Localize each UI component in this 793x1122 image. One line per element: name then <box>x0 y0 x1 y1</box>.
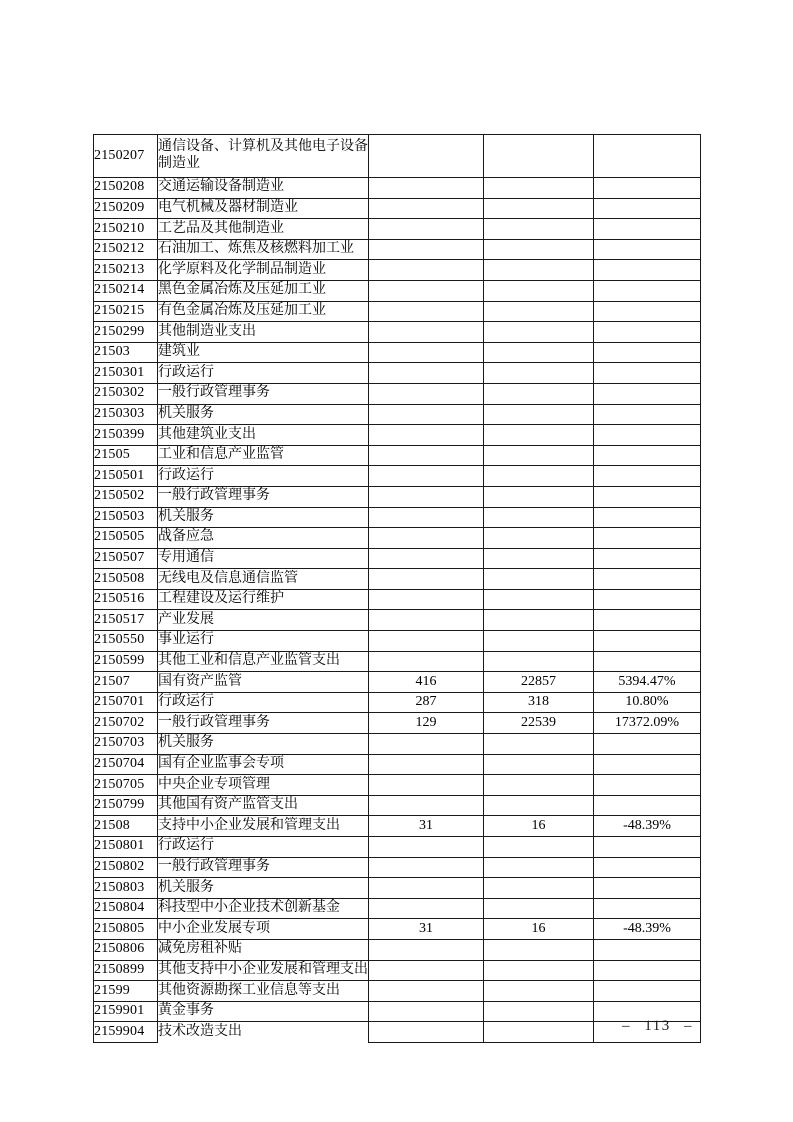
cell-code: 2150501 <box>94 466 158 487</box>
cell-code: 2150207 <box>94 135 158 178</box>
cell-name: 其他支持中小企业发展和管理支出 <box>158 960 369 981</box>
cell-name: 行政运行 <box>158 692 369 713</box>
cell-code: 2150214 <box>94 280 158 301</box>
cell-value-1 <box>369 198 484 219</box>
cell-value-1 <box>369 651 484 672</box>
cell-value-3 <box>594 589 701 610</box>
cell-value-3 <box>594 404 701 425</box>
cell-value-2: 16 <box>484 816 594 837</box>
cell-value-1 <box>369 631 484 652</box>
cell-value-2 <box>484 135 594 178</box>
cell-value-3 <box>594 754 701 775</box>
cell-name: 支持中小企业发展和管理支出 <box>158 816 369 837</box>
cell-code: 2150899 <box>94 960 158 981</box>
cell-name: 行政运行 <box>158 363 369 384</box>
table-row <box>94 363 701 384</box>
cell-code: 2150806 <box>94 939 158 960</box>
cell-value-2 <box>484 507 594 528</box>
cell-value-1 <box>369 754 484 775</box>
cell-value-2: 318 <box>484 692 594 713</box>
cell-value-1 <box>369 898 484 919</box>
cell-code: 2150299 <box>94 322 158 343</box>
cell-value-1 <box>369 528 484 549</box>
cell-value-3: 17372.09% <box>594 713 701 734</box>
table-row <box>94 404 701 425</box>
table-row <box>94 1001 701 1022</box>
cell-code: 2150517 <box>94 610 158 631</box>
table-row <box>94 301 701 322</box>
table-row <box>94 466 701 487</box>
cell-value-3 <box>594 198 701 219</box>
cell-code: 2150599 <box>94 651 158 672</box>
table-row <box>94 898 701 919</box>
cell-code: 2150801 <box>94 837 158 858</box>
table-row <box>94 713 701 734</box>
cell-code: 2150507 <box>94 548 158 569</box>
cell-value-1 <box>369 239 484 260</box>
cell-name: 机关服务 <box>158 734 369 755</box>
cell-code: 2150799 <box>94 795 158 816</box>
cell-value-1: 129 <box>369 713 484 734</box>
cell-value-1 <box>369 589 484 610</box>
table-row <box>94 528 701 549</box>
cell-name: 科技型中小企业技术创新基金 <box>158 898 369 919</box>
cell-code: 2150804 <box>94 898 158 919</box>
cell-name: 国有企业监事会专项 <box>158 754 369 775</box>
cell-value-2 <box>484 342 594 363</box>
cell-value-3 <box>594 898 701 919</box>
cell-code: 2150701 <box>94 692 158 713</box>
table-row <box>94 198 701 219</box>
cell-value-1 <box>369 260 484 281</box>
cell-name: 产业发展 <box>158 610 369 631</box>
table-row <box>94 569 701 590</box>
cell-value-1 <box>369 1022 484 1043</box>
budget-table-body <box>94 135 701 1043</box>
table-row <box>94 919 701 940</box>
cell-code: 2150503 <box>94 507 158 528</box>
cell-value-3 <box>594 569 701 590</box>
cell-value-2 <box>484 280 594 301</box>
cell-code: 2150802 <box>94 857 158 878</box>
cell-value-3 <box>594 939 701 960</box>
cell-name: 机关服务 <box>158 878 369 899</box>
cell-value-3 <box>594 342 701 363</box>
cell-value-2 <box>484 383 594 404</box>
table-row <box>94 178 701 199</box>
cell-name: 减免房租补贴 <box>158 939 369 960</box>
cell-value-3 <box>594 857 701 878</box>
cell-value-2 <box>484 425 594 446</box>
table-row <box>94 589 701 610</box>
cell-name: 一般行政管理事务 <box>158 713 369 734</box>
cell-code: 2150705 <box>94 775 158 796</box>
cell-value-2 <box>484 445 594 466</box>
cell-value-2 <box>484 610 594 631</box>
cell-value-3 <box>594 260 701 281</box>
table-row <box>94 486 701 507</box>
cell-value-1 <box>369 135 484 178</box>
cell-name: 电气机械及器材制造业 <box>158 198 369 219</box>
cell-value-3 <box>594 734 701 755</box>
cell-code: 2159901 <box>94 1001 158 1022</box>
cell-value-3 <box>594 528 701 549</box>
cell-value-1: 31 <box>369 816 484 837</box>
cell-value-3 <box>594 219 701 240</box>
cell-name: 工艺品及其他制造业 <box>158 219 369 240</box>
cell-value-1 <box>369 342 484 363</box>
cell-value-2 <box>484 651 594 672</box>
cell-code: 2150508 <box>94 569 158 590</box>
cell-name: 交通运输设备制造业 <box>158 178 369 199</box>
cell-name: 其他资源勘探工业信息等支出 <box>158 981 369 1002</box>
cell-value-2 <box>484 960 594 981</box>
cell-name: 化学原料及化学制品制造业 <box>158 260 369 281</box>
cell-value-1 <box>369 939 484 960</box>
cell-value-1 <box>369 178 484 199</box>
cell-value-2 <box>484 754 594 775</box>
cell-name: 行政运行 <box>158 466 369 487</box>
cell-name: 其他制造业支出 <box>158 322 369 343</box>
cell-name: 建筑业 <box>158 342 369 363</box>
cell-value-3 <box>594 445 701 466</box>
cell-value-3 <box>594 775 701 796</box>
cell-value-3 <box>594 363 701 384</box>
cell-value-1 <box>369 363 484 384</box>
cell-name: 工业和信息产业监管 <box>158 445 369 466</box>
cell-value-1 <box>369 857 484 878</box>
table-row <box>94 775 701 796</box>
cell-value-2: 22539 <box>484 713 594 734</box>
cell-value-1 <box>369 466 484 487</box>
cell-code: 2150208 <box>94 178 158 199</box>
cell-value-3 <box>594 548 701 569</box>
table-row <box>94 631 701 652</box>
cell-value-1 <box>369 734 484 755</box>
table-row <box>94 672 701 693</box>
cell-value-3 <box>594 322 701 343</box>
cell-value-1: 416 <box>369 672 484 693</box>
cell-value-2 <box>484 548 594 569</box>
cell-value-1 <box>369 383 484 404</box>
cell-code: 2150502 <box>94 486 158 507</box>
cell-value-2 <box>484 898 594 919</box>
cell-value-3 <box>594 301 701 322</box>
cell-name: 专用通信 <box>158 548 369 569</box>
cell-value-1 <box>369 878 484 899</box>
cell-value-2 <box>484 301 594 322</box>
table-row <box>94 507 701 528</box>
cell-name: 行政运行 <box>158 837 369 858</box>
cell-name: 无线电及信息通信监管 <box>158 569 369 590</box>
cell-code: 2150213 <box>94 260 158 281</box>
cell-value-3 <box>594 651 701 672</box>
cell-value-3: -48.39% <box>594 816 701 837</box>
cell-name: 事业运行 <box>158 631 369 652</box>
table-row <box>94 322 701 343</box>
table-row <box>94 754 701 775</box>
table-row <box>94 219 701 240</box>
cell-value-3 <box>594 795 701 816</box>
cell-code: 21507 <box>94 672 158 693</box>
cell-value-1 <box>369 404 484 425</box>
cell-value-3 <box>594 178 701 199</box>
cell-value-3 <box>594 960 701 981</box>
table-row <box>94 795 701 816</box>
cell-value-2 <box>484 1001 594 1022</box>
cell-value-3 <box>594 280 701 301</box>
cell-value-1 <box>369 981 484 1002</box>
cell-value-1 <box>369 795 484 816</box>
cell-code: 2150516 <box>94 589 158 610</box>
cell-value-2: 16 <box>484 919 594 940</box>
cell-value-3: 5394.47% <box>594 672 701 693</box>
cell-value-1: 287 <box>369 692 484 713</box>
page-number: – 113 – <box>622 1018 693 1034</box>
cell-code: 2150210 <box>94 219 158 240</box>
table-row <box>94 383 701 404</box>
cell-name: 一般行政管理事务 <box>158 857 369 878</box>
table-row <box>94 445 701 466</box>
cell-value-2 <box>484 1022 594 1043</box>
table-row <box>94 280 701 301</box>
cell-code: 21599 <box>94 981 158 1002</box>
cell-code: 2150803 <box>94 878 158 899</box>
cell-value-2 <box>484 589 594 610</box>
cell-code: 2159904 <box>94 1022 158 1043</box>
cell-value-2 <box>484 219 594 240</box>
cell-value-2: 22857 <box>484 672 594 693</box>
cell-value-1 <box>369 507 484 528</box>
table-row <box>94 239 701 260</box>
cell-name: 有色金属冶炼及压延加工业 <box>158 301 369 322</box>
cell-value-1: 31 <box>369 919 484 940</box>
cell-value-2 <box>484 795 594 816</box>
table-row <box>94 981 701 1002</box>
table-row <box>94 425 701 446</box>
cell-value-2 <box>484 404 594 425</box>
cell-value-3: 10.80% <box>594 692 701 713</box>
table-row <box>94 135 701 178</box>
cell-value-2 <box>484 981 594 1002</box>
cell-value-3 <box>594 466 701 487</box>
cell-code: 2150212 <box>94 239 158 260</box>
cell-name: 机关服务 <box>158 404 369 425</box>
cell-value-1 <box>369 322 484 343</box>
table-row <box>94 960 701 981</box>
cell-name: 战备应急 <box>158 528 369 549</box>
table-row <box>94 651 701 672</box>
cell-value-3: -48.39% <box>594 919 701 940</box>
cell-value-1 <box>369 425 484 446</box>
cell-value-2 <box>484 260 594 281</box>
cell-code: 2150302 <box>94 383 158 404</box>
cell-value-1 <box>369 960 484 981</box>
cell-value-1 <box>369 1001 484 1022</box>
cell-value-1 <box>369 301 484 322</box>
cell-value-3 <box>594 383 701 404</box>
cell-value-2 <box>484 734 594 755</box>
cell-name: 机关服务 <box>158 507 369 528</box>
table-row <box>94 878 701 899</box>
cell-value-2 <box>484 775 594 796</box>
cell-value-2 <box>484 466 594 487</box>
cell-value-2 <box>484 528 594 549</box>
cell-value-2 <box>484 939 594 960</box>
cell-value-1 <box>369 569 484 590</box>
table-row <box>94 939 701 960</box>
cell-name: 中央企业专项管理 <box>158 775 369 796</box>
cell-code: 2150704 <box>94 754 158 775</box>
cell-value-2 <box>484 198 594 219</box>
table-row <box>94 734 701 755</box>
cell-code: 21503 <box>94 342 158 363</box>
cell-value-3 <box>594 981 701 1002</box>
cell-value-2 <box>484 178 594 199</box>
cell-value-1 <box>369 486 484 507</box>
cell-value-3 <box>594 507 701 528</box>
cell-value-1 <box>369 837 484 858</box>
cell-value-2 <box>484 631 594 652</box>
cell-value-1 <box>369 219 484 240</box>
cell-code: 2150215 <box>94 301 158 322</box>
cell-code: 2150303 <box>94 404 158 425</box>
cell-value-3 <box>594 239 701 260</box>
cell-name: 一般行政管理事务 <box>158 486 369 507</box>
table-row <box>94 342 701 363</box>
cell-code: 2150505 <box>94 528 158 549</box>
cell-value-3 <box>594 135 701 178</box>
cell-code: 2150399 <box>94 425 158 446</box>
cell-code: 2150301 <box>94 363 158 384</box>
cell-value-3 <box>594 610 701 631</box>
cell-code: 21505 <box>94 445 158 466</box>
cell-value-2 <box>484 322 594 343</box>
cell-value-3 <box>594 425 701 446</box>
cell-value-3 <box>594 837 701 858</box>
cell-name: 黑色金属冶炼及压延加工业 <box>158 280 369 301</box>
table-row <box>94 816 701 837</box>
cell-value-1 <box>369 280 484 301</box>
cell-value-1 <box>369 548 484 569</box>
budget-table <box>93 134 701 1043</box>
cell-value-2 <box>484 878 594 899</box>
cell-name: 其他建筑业支出 <box>158 425 369 446</box>
cell-code: 2150209 <box>94 198 158 219</box>
cell-code: 2150703 <box>94 734 158 755</box>
cell-value-1 <box>369 445 484 466</box>
cell-value-1 <box>369 610 484 631</box>
cell-code: 21508 <box>94 816 158 837</box>
table-row <box>94 610 701 631</box>
cell-value-3 <box>594 878 701 899</box>
table-row <box>94 857 701 878</box>
cell-value-2 <box>484 239 594 260</box>
cell-code: 2150702 <box>94 713 158 734</box>
cell-name: 一般行政管理事务 <box>158 383 369 404</box>
cell-value-1 <box>369 775 484 796</box>
cell-value-2 <box>484 363 594 384</box>
table-row <box>94 837 701 858</box>
cell-name: 工程建设及运行维护 <box>158 589 369 610</box>
cell-value-3 <box>594 486 701 507</box>
table-row <box>94 548 701 569</box>
cell-name: 国有资产监管 <box>158 672 369 693</box>
table-row <box>94 692 701 713</box>
cell-name: 中小企业发展专项 <box>158 919 369 940</box>
table-row <box>94 260 701 281</box>
cell-code: 2150550 <box>94 631 158 652</box>
cell-name: 石油加工、炼焦及核燃料加工业 <box>158 239 369 260</box>
cell-name: 黄金事务 <box>158 1001 369 1022</box>
cell-value-2 <box>484 837 594 858</box>
cell-value-2 <box>484 569 594 590</box>
cell-name: 技术改造支出 <box>158 1022 369 1043</box>
cell-name: 其他工业和信息产业监管支出 <box>158 651 369 672</box>
cell-code: 2150805 <box>94 919 158 940</box>
cell-name: 其他国有资产监管支出 <box>158 795 369 816</box>
cell-value-2 <box>484 857 594 878</box>
table-row <box>94 1022 701 1043</box>
cell-value-3 <box>594 631 701 652</box>
cell-name: 通信设备、计算机及其他电子设备制造业 <box>158 135 369 178</box>
cell-value-2 <box>484 486 594 507</box>
